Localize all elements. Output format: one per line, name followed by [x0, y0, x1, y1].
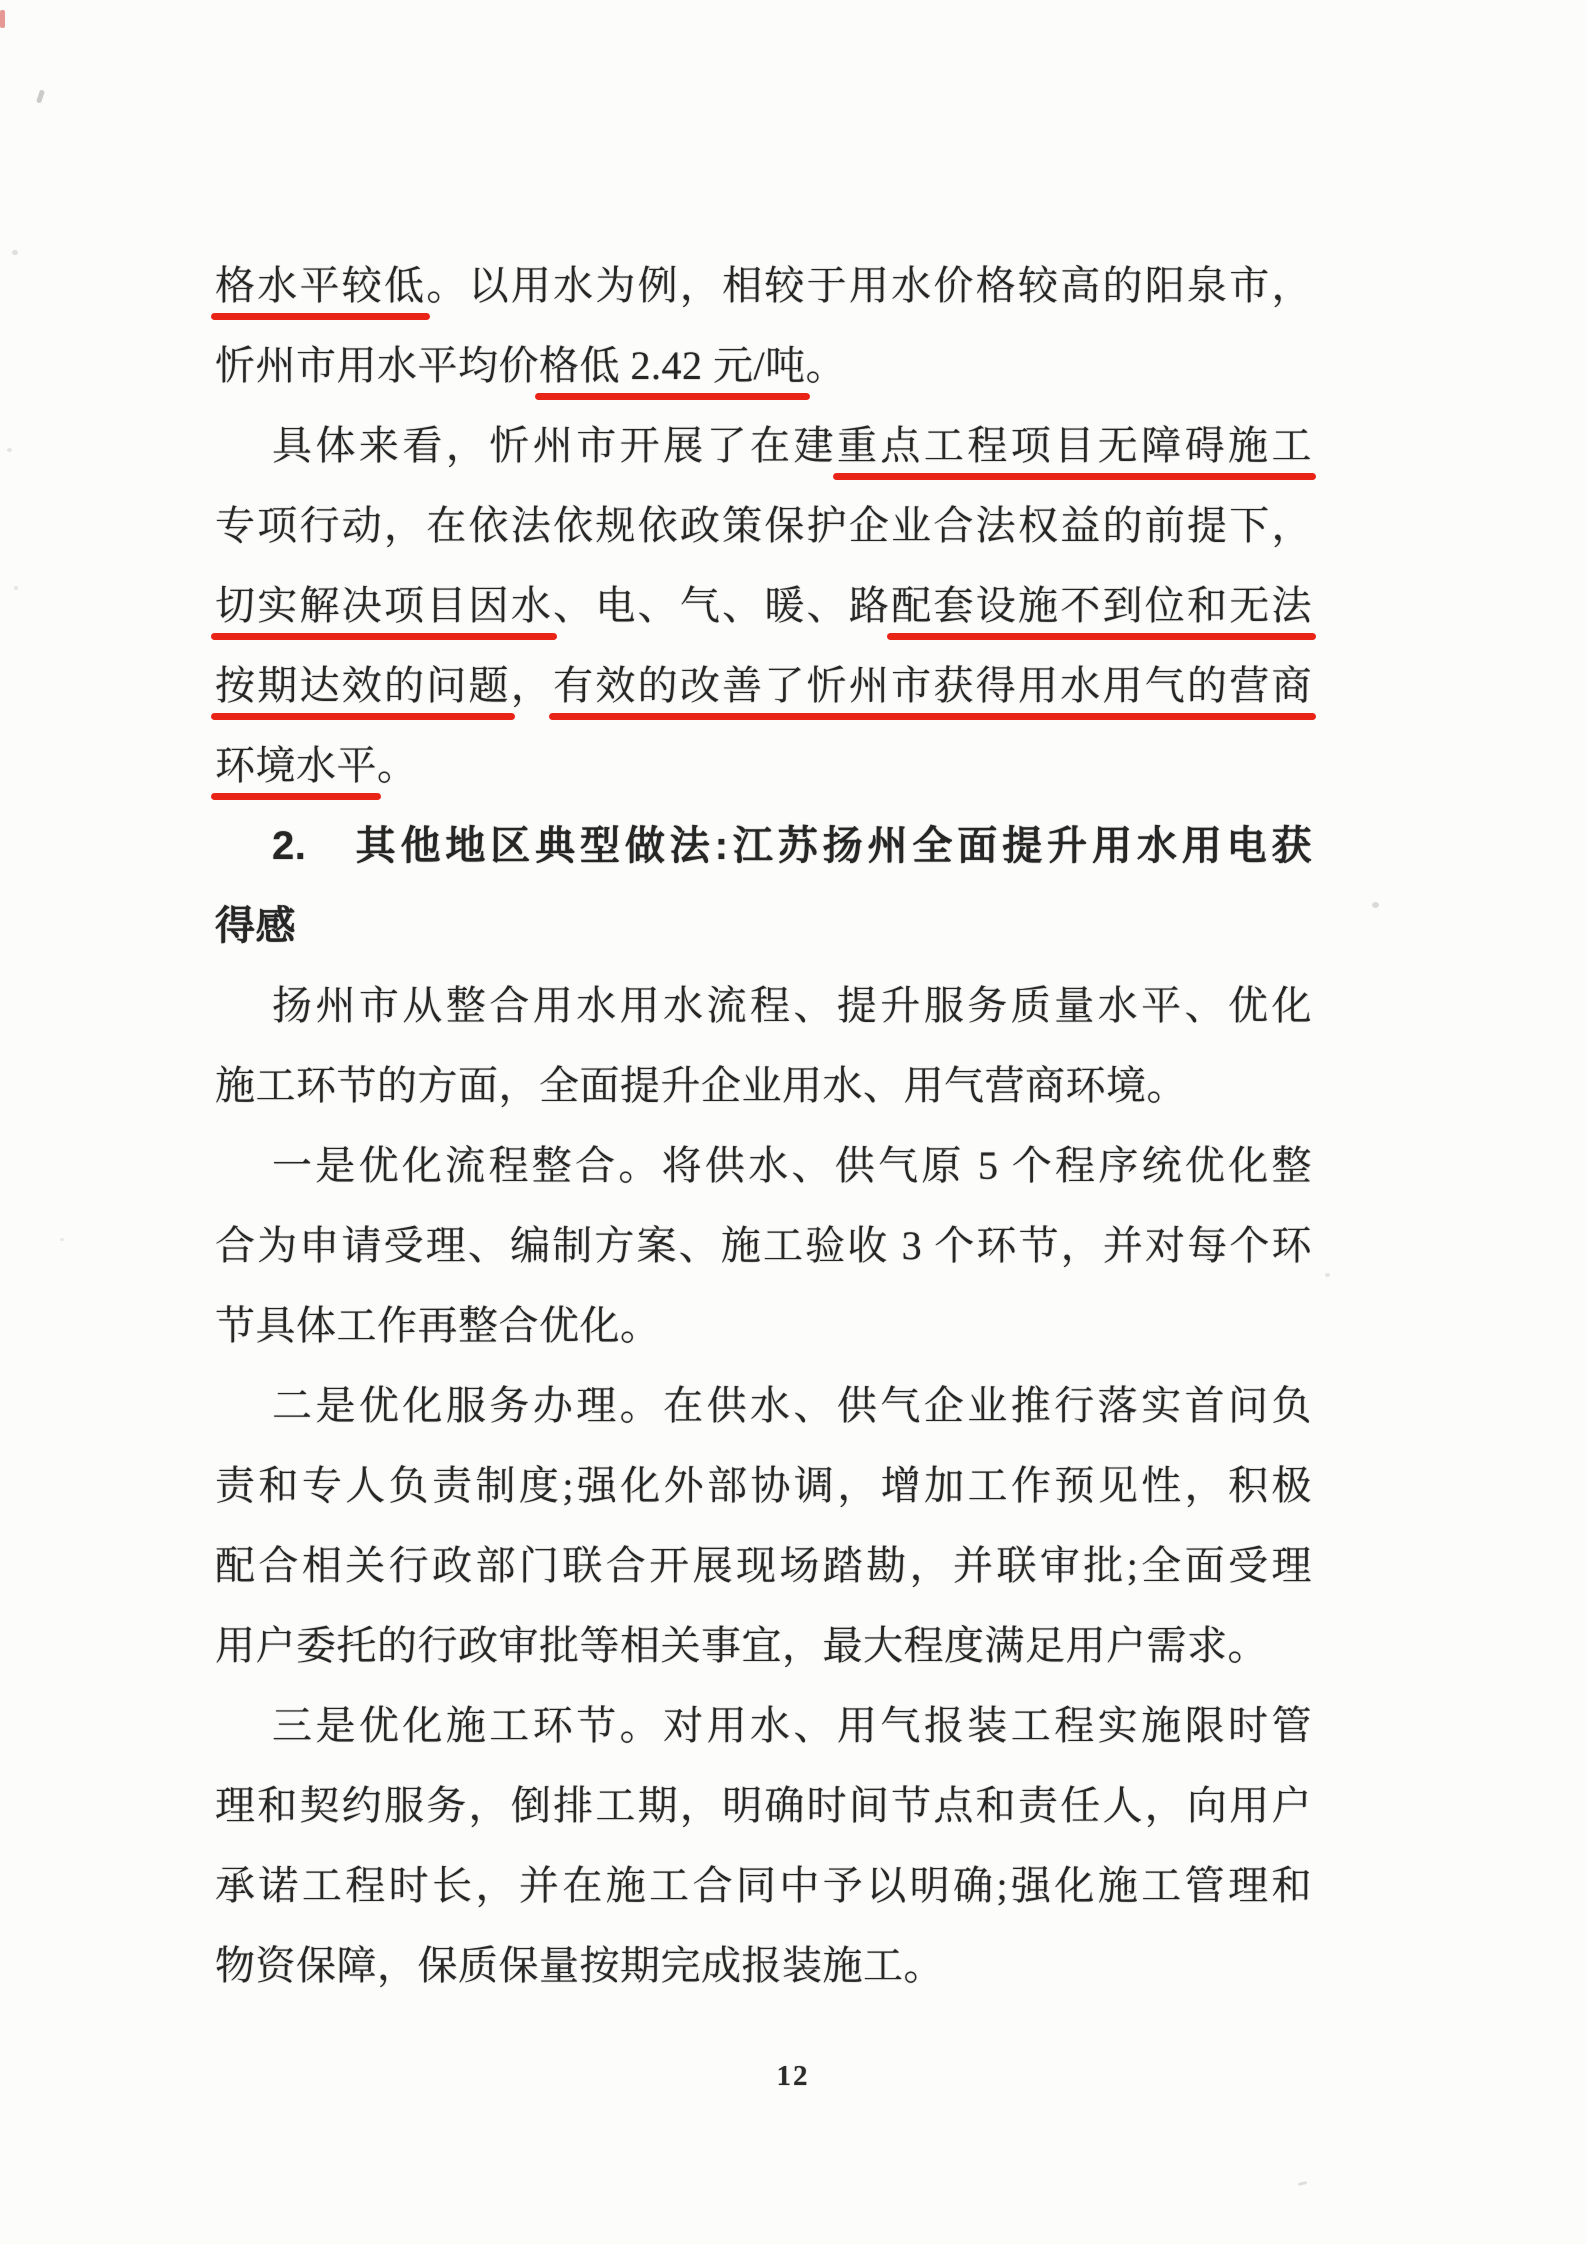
scan-speck: [0, 10, 5, 28]
text-line: [215, 726, 1312, 806]
scan-speck: [1298, 2181, 1307, 2186]
red-underlined-text: 格水平较低: [215, 263, 427, 308]
heading-line: [215, 886, 1312, 966]
text-line: [215, 1846, 1312, 1926]
scan-speck: [1325, 1273, 1330, 1277]
text-segment: 合为申请受理、编制方案、施工验收 3 个环节，并对每个环: [215, 1223, 1312, 1268]
red-underlined-text: 有效的改善了忻州市获得用水用气的营商: [553, 663, 1313, 708]
scan-speck: [7, 448, 12, 452]
red-underlined-text: 重点工程项目无障碍施工: [836, 423, 1313, 468]
text-line: [215, 406, 1312, 486]
text-segment: 物资保障，保质保量按期完成报装施工。: [215, 1943, 944, 1988]
text-line: [215, 1046, 1312, 1126]
text-segment: 用户委托的行政审批等相关事宜，最大程度满足用户需求。: [215, 1623, 1268, 1668]
text-segment: 。以用水为例，相较于用水价格较高的阳泉市，: [426, 263, 1313, 308]
text-segment: 扬州市从整合用水用水流程、提升服务质量水平、优化: [272, 983, 1312, 1028]
scan-speck: [12, 250, 18, 255]
text-line: [215, 246, 1312, 326]
text-segment: 配合相关行政部门联合开展现场踏勘，并联审批;全面受理: [215, 1543, 1312, 1588]
scan-speck: [60, 1238, 64, 1241]
text-segment: ，: [510, 663, 554, 708]
red-underlined-text: 环境水平: [215, 743, 377, 788]
text-segment: 节具体工作再整合优化。: [215, 1303, 661, 1348]
text-segment: 二是优化服务办理。在供水、供气企业推行落实首问负: [272, 1383, 1312, 1428]
text-line: [215, 326, 1312, 406]
red-underlined-text: 格低 2.42 元/吨: [539, 343, 806, 388]
text-line: [215, 1766, 1312, 1846]
text-segment: 2. 其他地区典型做法:江苏扬州全面提升用水用电获: [272, 824, 1312, 868]
text-segment: 专项行动，在依法依规依政策保护企业合法权益的前提下，: [215, 503, 1312, 548]
page-number: 12: [776, 2060, 810, 2092]
scan-speck: [1372, 902, 1379, 908]
text-line: [215, 566, 1312, 646]
red-underlined-text: 配套设施不到位和无法: [891, 583, 1313, 628]
heading-line: [215, 806, 1312, 886]
text-line: [215, 646, 1312, 726]
scan-speck: [14, 586, 18, 590]
text-segment: 一是优化流程整合。将供水、供气原 5 个程序统优化整: [272, 1143, 1312, 1188]
text-line: [215, 1366, 1312, 1446]
text-line: [215, 486, 1312, 566]
text-segment: 三是优化施工环节。对用水、用气报装工程实施限时管: [272, 1703, 1312, 1748]
text-segment: 理和契约服务，倒排工期，明确时间节点和责任人，向用户: [215, 1783, 1312, 1828]
text-line: [215, 966, 1312, 1046]
text-line: [215, 1446, 1312, 1526]
red-underlined-text: 按期达效的问题: [215, 663, 511, 708]
document-body: [215, 246, 1312, 2006]
red-underlined-text: 切实解决项目因水: [215, 583, 554, 628]
text-line: [215, 1606, 1312, 1686]
text-segment: 承诺工程时长，并在施工合同中予以明确;强化施工管理和: [215, 1863, 1312, 1908]
text-line: [215, 1286, 1312, 1366]
text-segment: 得感: [215, 904, 296, 948]
scan-speck: [36, 90, 45, 104]
text-segment: 、电、气、暖、路: [553, 583, 892, 628]
text-segment: 。: [377, 743, 418, 788]
text-line: [215, 1126, 1312, 1206]
text-segment: 忻州市用水平均价: [215, 343, 539, 388]
text-line: [215, 1206, 1312, 1286]
text-segment: 施工环节的方面，全面提升企业用水、用气营商环境。: [215, 1063, 1187, 1108]
text-line: [215, 1926, 1312, 2006]
text-segment: 。: [805, 343, 847, 388]
text-line: [215, 1686, 1312, 1766]
text-segment: 具体来看，忻州市开展了在建: [272, 423, 837, 468]
text-segment: 责和专人负责制度;强化外部协调，增加工作预见性，积极: [215, 1463, 1312, 1508]
text-line: [215, 1526, 1312, 1606]
